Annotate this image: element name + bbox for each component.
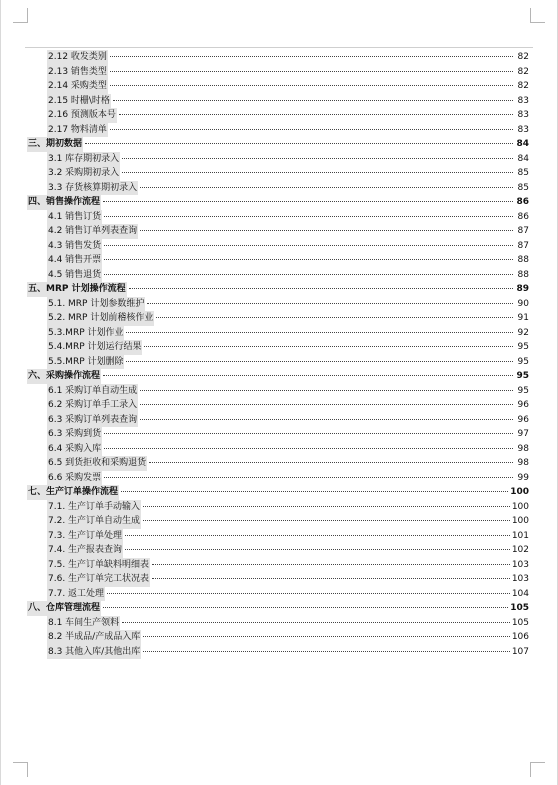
toc-section-entry[interactable] [27, 471, 529, 486]
toc-page-number: 83 [517, 110, 529, 120]
toc-page-number: 96 [517, 400, 529, 410]
toc-entry-label: 7.7. 返工处理 [47, 587, 105, 602]
toc-entry-label: 3.1 库存期初录入 [47, 152, 120, 167]
toc-page-number: 85 [517, 182, 529, 193]
toc-page-number: 95 [517, 385, 529, 396]
toc-entry-label: 七、生产订单操作流程 [27, 485, 119, 500]
toc-dot-leader [140, 389, 513, 391]
toc-dot-leader [140, 186, 513, 188]
toc-entry-label: 6.6 采购发票 [47, 471, 102, 486]
crop-mark-top-left [13, 8, 28, 23]
toc-dot-leader [110, 55, 513, 57]
toc-dot-leader [104, 273, 513, 275]
toc-page-number: 95 [517, 342, 529, 352]
toc-entry-label: 5.5.MRP 计划删除 [47, 355, 124, 370]
toc-page-number: 95 [517, 356, 529, 367]
toc-page-number: 105 [511, 617, 529, 628]
toc-section-entry[interactable] [27, 239, 529, 254]
toc-section-entry[interactable] [27, 340, 529, 355]
toc-dot-leader [140, 229, 513, 231]
toc-dot-leader [110, 128, 513, 130]
toc-page-number: 101 [511, 530, 529, 541]
toc-entry-label: 六、采购操作流程 [27, 369, 101, 384]
toc-section-entry[interactable] [27, 355, 529, 370]
toc-entry-label: 4.2 销售订单列表查询 [47, 224, 138, 239]
toc-entry-label: 2.16 预测版本号 [47, 108, 117, 123]
toc-entry-label: 2.14 采购类型 [47, 79, 108, 94]
toc-dot-leader [110, 70, 513, 72]
toc-entry-label: 三、期初数据 [27, 137, 83, 152]
toc-page-number: 107 [511, 646, 529, 657]
toc-entry-label: 8.2 半成品/产成品入库 [47, 630, 141, 645]
toc-page-number: 100 [511, 516, 529, 526]
toc-entry-label: 7.5. 生产订单缺料明细表 [47, 558, 150, 573]
toc-section-entry[interactable] [27, 152, 529, 167]
toc-section-entry[interactable] [27, 427, 529, 442]
toc-dot-leader [122, 157, 513, 159]
toc-section-entry[interactable] [27, 123, 529, 138]
toc-dot-leader [122, 621, 510, 623]
toc-page-number: 100 [511, 501, 529, 512]
toc-section-entry[interactable] [27, 268, 529, 283]
toc-dot-leader [104, 432, 513, 434]
toc-dot-leader [103, 374, 513, 376]
toc-dot-leader [113, 99, 513, 101]
toc-section-entry[interactable] [27, 413, 529, 428]
toc-section-entry[interactable] [27, 630, 529, 645]
toc-dot-leader [110, 84, 513, 86]
toc-section-entry[interactable] [27, 326, 529, 341]
toc-page-number: 84 [516, 139, 529, 149]
toc-dot-leader [103, 606, 508, 608]
toc-section-entry[interactable] [27, 529, 529, 544]
toc-entry-label: 6.3 采购订单列表查询 [47, 413, 138, 428]
toc-entry-label: 8.1 车间生产领料 [47, 616, 120, 631]
toc-entry-label: 7.3. 生产订单处理 [47, 529, 123, 544]
toc-dot-leader [104, 447, 513, 449]
toc-page-number: 86 [516, 197, 529, 207]
toc-section-entry[interactable] [27, 587, 529, 602]
toc-section-entry[interactable] [27, 311, 529, 326]
crop-mark-bottom-left [13, 762, 28, 777]
toc-page-number: 102 [511, 545, 529, 555]
crop-mark-bottom-right [530, 762, 545, 777]
toc-entry-label: 6.5 到货拒收和采购退货 [47, 456, 147, 471]
toc-dot-leader [156, 316, 513, 318]
toc-section-entry[interactable] [27, 543, 529, 558]
toc-dot-leader [122, 171, 513, 173]
toc-section-entry[interactable] [27, 572, 529, 587]
toc-page-number: 104 [511, 588, 529, 599]
toc-entry-label: 3.3 存货核算期初录入 [47, 181, 138, 196]
toc-section-entry[interactable] [27, 384, 529, 399]
toc-chapter-entry[interactable] [27, 601, 529, 616]
toc-page-number: 103 [511, 559, 529, 570]
toc-dot-leader [121, 490, 508, 492]
toc-section-entry[interactable] [27, 224, 529, 239]
toc-page-number: 85 [517, 168, 529, 178]
toc-page-number: 83 [517, 124, 529, 135]
toc-dot-leader [85, 142, 513, 144]
toc-section-entry[interactable] [27, 616, 529, 631]
toc-section-entry[interactable] [27, 181, 529, 196]
toc-section-entry[interactable] [27, 166, 529, 181]
toc-entry-label: 4.4 销售开票 [47, 253, 102, 268]
toc-entry-label: 6.4 采购入库 [47, 442, 102, 457]
toc-entry-label: 7.2. 生产订单自动生成 [47, 514, 141, 529]
toc-page-number: 84 [517, 153, 529, 164]
toc-page-number: 82 [517, 81, 529, 91]
toc-section-entry[interactable] [27, 456, 529, 471]
toc-page-number: 86 [517, 211, 529, 222]
toc-dot-leader [104, 258, 513, 260]
toc-section-entry[interactable] [27, 500, 529, 515]
toc-section-entry[interactable] [27, 50, 529, 65]
toc-chapter-entry[interactable] [27, 485, 529, 500]
toc-chapter-entry[interactable] [27, 195, 529, 210]
toc-page-number: 88 [517, 255, 529, 265]
toc-entry-label: 6.2 采购订单手工录入 [47, 398, 138, 413]
toc-dot-leader [126, 360, 513, 362]
toc-dot-leader [147, 302, 513, 304]
toc-section-entry[interactable] [27, 65, 529, 80]
toc-entry-label: 4.5 销售退货 [47, 268, 102, 283]
toc-page-number: 91 [517, 313, 529, 323]
toc-page-number: 103 [511, 574, 529, 584]
toc-dot-leader [129, 287, 513, 289]
toc-page-number: 82 [517, 66, 529, 77]
toc-section-entry[interactable] [27, 253, 529, 268]
toc-page-number: 96 [517, 414, 529, 425]
toc-page-number: 87 [517, 226, 529, 236]
toc-entry-label: 7.4. 生产报表查询 [47, 543, 123, 558]
toc-page-number: 90 [517, 298, 529, 309]
toc-chapter-entry[interactable] [27, 137, 529, 152]
toc-section-entry[interactable] [27, 94, 529, 109]
toc-dot-leader [143, 519, 510, 521]
toc-entry-label: 五、MRP 计划操作流程 [27, 282, 127, 297]
toc-entry-label: 2.12 收发类别 [47, 50, 108, 65]
crop-mark-top-right [530, 8, 545, 23]
toc-dot-leader [143, 650, 510, 652]
toc-entry-label: 7.1. 生产订单手动输入 [47, 500, 141, 515]
toc-section-entry[interactable] [27, 398, 529, 413]
toc-section-entry[interactable] [27, 645, 529, 660]
toc-page-number: 92 [517, 327, 529, 338]
toc-page-number: 98 [517, 443, 529, 454]
toc-dot-leader [140, 418, 513, 420]
toc-entry-label: 6.3 采购到货 [47, 427, 102, 442]
toc-section-entry[interactable] [27, 558, 529, 573]
toc-section-entry[interactable] [27, 79, 529, 94]
toc-dot-leader [119, 113, 513, 115]
toc-dot-leader [125, 534, 510, 536]
toc-dot-leader [104, 244, 513, 246]
toc-dot-leader [149, 461, 513, 463]
toc-section-entry[interactable] [27, 514, 529, 529]
toc-page-number: 82 [517, 52, 529, 62]
toc-dot-leader [152, 563, 510, 565]
toc-page-number: 98 [517, 458, 529, 468]
toc-page-number: 83 [517, 95, 529, 106]
toc-entry-label: 八、仓库管理流程 [27, 601, 101, 616]
toc-section-entry[interactable] [27, 297, 529, 312]
toc-dot-leader [107, 592, 510, 594]
toc-dot-leader [104, 476, 513, 478]
toc-entry-label: 5.1. MRP 计划参数维护 [47, 297, 145, 312]
toc-chapter-entry[interactable] [27, 369, 529, 384]
toc-entry-label: 2.17 物料清单 [47, 123, 108, 138]
toc-page-number: 100 [510, 487, 529, 497]
toc-page-number: 89 [516, 284, 529, 294]
toc-page-number: 95 [516, 371, 529, 381]
toc-page-number: 99 [517, 472, 529, 483]
toc-entry-label: 6.1 采购订单自动生成 [47, 384, 138, 399]
toc-dot-leader [126, 331, 513, 333]
toc-entry-label: 四、销售操作流程 [27, 195, 101, 210]
table-of-contents [27, 50, 529, 659]
toc-dot-leader [143, 505, 510, 507]
toc-page-number: 88 [517, 269, 529, 280]
toc-page-number: 106 [511, 632, 529, 642]
toc-dot-leader [104, 215, 513, 217]
header-rule [25, 47, 533, 48]
toc-chapter-entry[interactable] [27, 282, 529, 297]
toc-dot-leader [125, 548, 510, 550]
toc-section-entry[interactable] [27, 210, 529, 225]
toc-entry-label: 5.3.MRP 计划作业 [47, 326, 124, 341]
toc-dot-leader [103, 200, 513, 202]
toc-entry-label: 5.4.MRP 计划运行结果 [47, 340, 142, 355]
toc-entry-label: 4.1 销售订货 [47, 210, 102, 225]
toc-entry-label: 3.2 采购期初录入 [47, 166, 120, 181]
toc-entry-label: 2.13 销售类型 [47, 65, 108, 80]
toc-dot-leader [143, 635, 510, 637]
toc-entry-label: 8.3 其他入库/其他出库 [47, 645, 141, 660]
toc-page-number: 105 [510, 603, 529, 613]
toc-entry-label: 4.3 销售发货 [47, 239, 102, 254]
toc-dot-leader [144, 345, 513, 347]
toc-entry-label: 7.6. 生产订单完工状况表 [47, 572, 150, 587]
toc-section-entry[interactable] [27, 108, 529, 123]
toc-page-number: 97 [517, 429, 529, 439]
toc-dot-leader [152, 577, 510, 579]
toc-section-entry[interactable] [27, 442, 529, 457]
toc-entry-label: 5.2. MRP 计划前稽核作业 [47, 311, 154, 326]
toc-page-number: 87 [517, 240, 529, 251]
toc-entry-label: 2.15 时栅\时格 [47, 94, 111, 109]
toc-dot-leader [140, 403, 513, 405]
